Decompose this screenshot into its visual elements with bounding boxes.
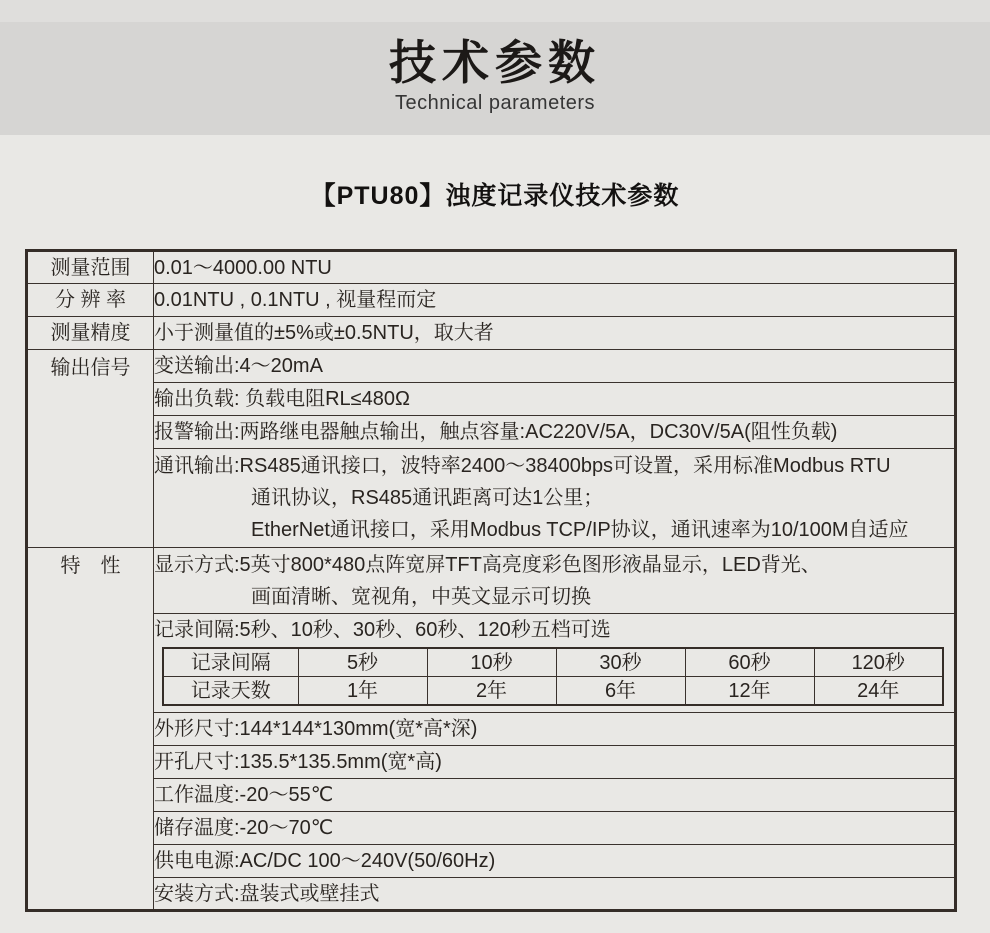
row-value <box>154 548 956 614</box>
row-record-interval <box>27 614 956 713</box>
row-value: 变送输出:4～20mA <box>154 350 956 383</box>
row-value: 输出负载: 负载电阻RL≤480Ω <box>154 383 956 416</box>
group-label-features: 特 性 <box>27 548 154 911</box>
row-value: 储存温度:-20～70℃ <box>154 812 956 845</box>
record-interval-cell: 30秒 <box>556 648 685 677</box>
row-value <box>154 449 956 548</box>
display-line-2: 画面清晰、宽视角，中英文显示可切换 <box>251 585 591 608</box>
record-days-cell: 6年 <box>556 677 685 706</box>
row-value <box>154 614 956 713</box>
spec-table-wrapper <box>25 249 990 912</box>
row-value: 报警输出:两路继电器触点输出，触点容量:AC220V/5A，DC30V/5A(阻性负载) <box>154 416 956 449</box>
comm-line-1: 通讯输出:RS485通讯接口，波特率2400～38400bps可设置，采用标准Modbus RTU <box>154 455 891 477</box>
row-value: 安装方式:盘装式或壁挂式 <box>154 878 956 911</box>
header-banner <box>0 22 990 135</box>
page-title: 技术参数 <box>389 36 601 89</box>
row-value: 0.01NTU , 0.1NTU , 视量程而定 <box>154 284 956 317</box>
row-alarm-output <box>27 416 956 449</box>
record-days-row <box>163 677 943 706</box>
record-interval-cell: 60秒 <box>685 648 814 677</box>
row-working-temperature <box>27 779 956 812</box>
record-days-cell: 2年 <box>427 677 556 706</box>
record-interval-table <box>162 647 944 706</box>
spec-table <box>25 249 957 912</box>
row-value: 小于测量值的±5%或±0.5NTU，取大者 <box>154 317 956 350</box>
row-value: 工作温度:-20～55℃ <box>154 779 956 812</box>
row-value: 开孔尺寸:135.5*135.5mm(宽*高) <box>154 746 956 779</box>
top-strip <box>0 0 990 22</box>
record-interval-cell: 10秒 <box>427 648 556 677</box>
row-output-load <box>27 383 956 416</box>
row-resolution <box>27 284 956 317</box>
section-title: 【PTU80】浊度记录仪技术参数 <box>310 182 680 210</box>
row-value: 外形尺寸:144*144*130mm(宽*高*深) <box>154 713 956 746</box>
row-label: 分 辨 率 <box>27 284 154 317</box>
row-label: 测量精度 <box>27 317 154 350</box>
row-accuracy <box>27 317 956 350</box>
comm-line-3: EtherNet通讯接口，采用Modbus TCP/IP协议，通讯速率为10/100M自适应 <box>251 519 909 541</box>
row-display-mode <box>27 548 956 614</box>
display-line-1: 显示方式:5英寸800*480点阵宽屏TFT高亮度彩色图形液晶显示，LED背光、 <box>154 553 821 576</box>
record-days-cell: 24年 <box>814 677 943 706</box>
record-interval-cell: 记录间隔 <box>163 648 298 677</box>
row-label: 测量范围 <box>27 251 154 284</box>
row-measure-range <box>27 251 956 284</box>
row-outer-dimensions <box>27 713 956 746</box>
row-cutout-dimensions <box>27 746 956 779</box>
row-storage-temperature <box>27 812 956 845</box>
row-value: 0.01～4000.00 NTU <box>154 251 956 284</box>
row-transmit-output <box>27 350 956 383</box>
row-value: 供电电源:AC/DC 100～240V(50/60Hz) <box>154 845 956 878</box>
record-days-cell: 记录天数 <box>163 677 298 706</box>
row-mounting-method <box>27 878 956 911</box>
group-label-output-signal: 输出信号 <box>27 350 154 548</box>
record-interval-cell: 5秒 <box>298 648 427 677</box>
row-power-supply <box>27 845 956 878</box>
row-comm-output <box>27 449 956 548</box>
comm-line-2: 通讯协议，RS485通讯距离可达1公里； <box>251 487 604 509</box>
record-interval-header-row <box>163 648 943 677</box>
record-interval-cell: 120秒 <box>814 648 943 677</box>
page-subtitle: Technical parameters <box>394 91 596 114</box>
record-interval-note: 记录间隔:5秒、10秒、30秒、60秒、120秒五档可选 <box>154 619 611 641</box>
record-days-cell: 12年 <box>685 677 814 706</box>
record-days-cell: 1年 <box>298 677 427 706</box>
